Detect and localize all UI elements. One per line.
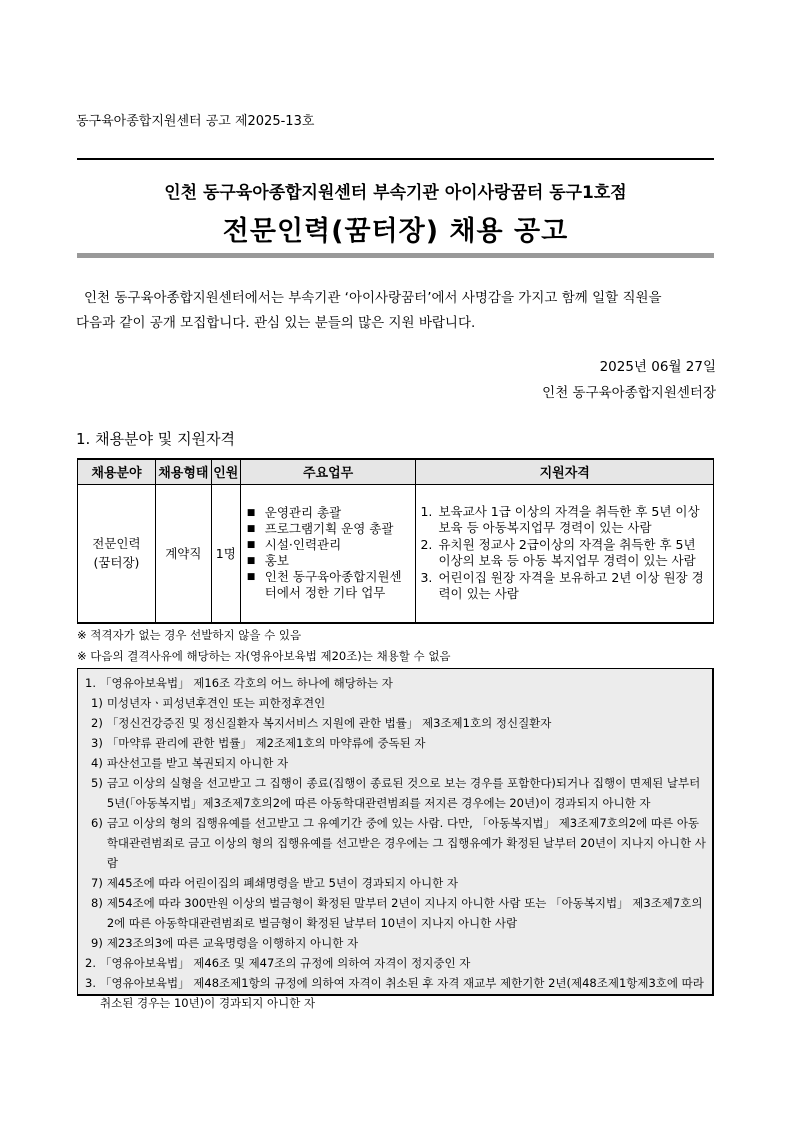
header-count: 인원 [211,459,240,484]
table-header-row [78,459,714,484]
cell-field [78,484,156,623]
title-box [77,158,714,258]
list-item: 2. 「영유아보육법」 제46조 및 제47조의 규정에 의하여 자격이 정지중인 자 [85,956,471,970]
list-item: 2. 유치원 정교사 2급이상의 자격을 취득한 후 5년 이상의 보육 등 아동 복지업무 경력이 있는 사람 [420,536,696,569]
list-item: 3. 「영유아보육법」 제48조제1항의 규정에 의하여 자격이 취소된 후 자격 재교부 제한기한 2년(제48조제1항제3호에 따라 취소된 경우는 10년)이 경과되지 아니한 자 [85,976,704,1010]
intro-paragraph [76,286,718,336]
list-item: 3) 「마약류 관리에 관한 법률」 제2조제1호의 마약류에 중독된 자 [91,736,426,750]
header-duties: 주요업무 [240,459,416,484]
note-2: ※ 다음의 결격사유에 해당하는 자(영유아보육법 제20조)는 채용할 수 없음 [77,649,451,663]
list-item: 7) 제45조에 따라 어린이집의 폐쇄명령을 받고 5년이 경과되지 아니한 자 [91,876,458,890]
list-item: 9) 제23조의3에 따른 교육명령을 이행하지 아니한 자 [91,936,359,950]
list-item: 1. 「영유아보육법」 제16조 각호의 어느 하나에 해당하는 자 [85,676,393,690]
field-line-2: (꿈터장) [93,555,140,571]
list-item: 3. 어린이집 원장 자격을 보유하고 2년 이상 원장 경력이 있는 사람 [420,569,704,602]
list-item: ■ 운영관리 총괄 [246,505,342,521]
list-item: 4) 파산선고를 받고 복권되지 아니한 자 [91,756,289,770]
list-item: ■ 인천 동구육아종합지원센터에서 정한 기타 업무 [246,569,402,601]
header-type: 채용형태 [155,459,211,484]
cell-count: 1명 [211,484,240,623]
square-bullet-icon: ■ [246,540,256,551]
cell-type: 계약직 [155,484,211,623]
list-item: 1) 미성년자ㆍ피성년후견인 또는 피한정후견인 [91,696,326,710]
cell-duties [240,484,416,623]
intro-line-2: 다음과 같이 공개 모집합니다. 관심 있는 분들의 많은 지원 바랍니다. [76,315,476,331]
square-bullet-icon: ■ [246,572,256,583]
list-item: ■ 프로그램기획 운영 총괄 [246,521,394,537]
cell-qualifications [416,484,714,623]
header-qualifications: 지원자격 [416,459,714,484]
notice-number: 동구육아종합지원센터 공고 제2025-13호 [76,114,315,129]
intro-line-1: 인천 동구육아종합지원센터에서는 부속기관 ‘아이사랑꿈터’에서 사명감을 가지고 함께 일할 직원을 [84,290,662,306]
disqualification-box [77,668,714,1010]
square-bullet-icon: ■ [246,508,256,519]
title-subtitle: 인천 동구육아종합지원센터 부속기관 아이사랑꿈터 동구1호점 [164,183,627,203]
header-field: 채용분야 [78,459,156,484]
title-main: 전문인력(꿈터장) 채용 공고 [222,216,569,247]
signature: 인천 동구육아종합지원센터장 [542,385,716,401]
list-item: 6) 금고 이상의 형의 집행유예를 선고받고 그 유예기간 중에 있는 사람. 다만, 「아동복지법」 제3조제7호의2에 따른 아동학대관련범죄로 금고 이상의 형의 집행유예를 선고받은 경우에는 그 집행유예가 확정된 날부터 20년이 지나지 아니한 사람 [91,816,706,870]
duties-list [247,505,414,601]
list-item: ■ 시설·인력관리 [246,537,342,553]
list-item: 8) 제54조에 따라 300만원 이상의 벌금형이 확정된 말부터 2년이 지나지 아니한 사람 또는 「아동복지법」 제3조제7호의2에 따른 아동학대관련범죄로 벌금형이 확정된 날부터 10년이 지나지 아니한 사람 [91,896,703,930]
recruitment-table [77,458,714,624]
qualifications-list [420,504,709,603]
list-item: 5) 금고 이상의 실형을 선고받고 그 집행이 종료(집행이 종료된 것으로 보는 경우를 포함한다)되거나 집행이 면제된 날부터 5년(「아동복지법」제3조제7호의2에 따른 아동학대관련범죄를 저지른 경우에는 20년)이 경과되지 아니한 자 [91,776,701,810]
note-1: ※ 적격자가 없는 경우 선발하지 않을 수 있음 [77,628,302,642]
square-bullet-icon: ■ [246,524,256,535]
list-item: 2) 「정신건강증진 및 정신질환자 복지서비스 지원에 관한 법률」 제3조제1호의 정신질환자 [91,716,552,730]
field-line-1: 전문인력 [92,536,141,552]
notice-date: 2025년 06월 27일 [599,359,716,375]
list-item: 1. 보육교사 1급 이상의 자격을 취득한 후 5년 이상 보육 등 아동복지업무 경력이 있는 사람 [420,503,700,536]
square-bullet-icon: ■ [246,556,256,567]
section-1-title: 1. 채용분야 및 지원자격 [76,430,236,448]
list-item: ■ 홍보 [246,553,289,569]
table-row [78,484,714,623]
